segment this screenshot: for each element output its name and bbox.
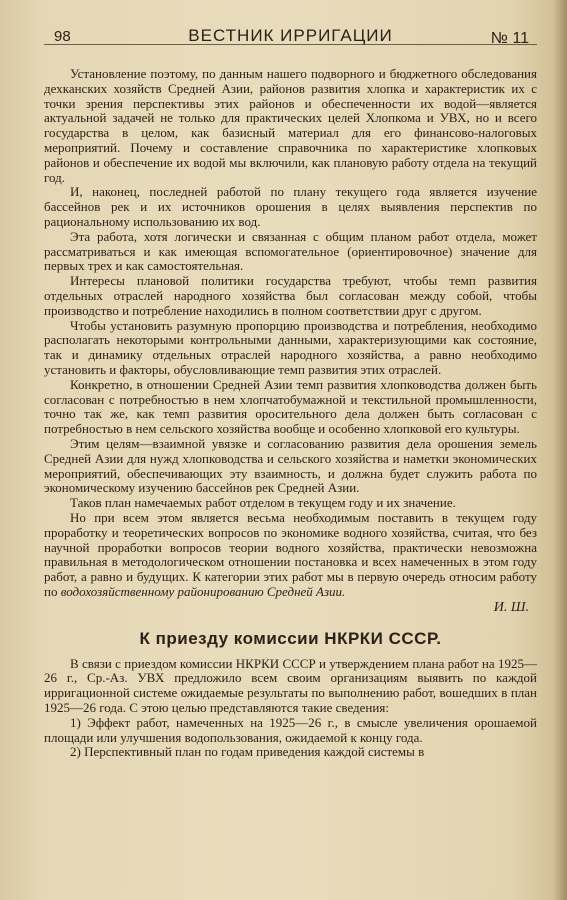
paragraph-last: [44, 511, 537, 600]
list-item: 2) Перспективный план по годам приведения каждой системы в: [70, 744, 425, 760]
paragraph: Чтобы установить разумную пропорцию производства и потребления, необходимо располагать некоторыми контрольными данными, характеризующими как состояние, так и динамику отдельных отраслей народного хозяйства, а равно необходимо установить и факторы, обусловливающие темп развития этих отраслей.: [44, 317, 537, 377]
paragraph: Конкретно, в отношении Средней Азии темп развития хлопководства должен быть согласован с потребностью в нем хлопчатобумажной и текстильной промышленности, точно так же, как темп развития оросительного дела должен быть согласован с потребностью в нем сельского хозяйства вообще и особенно хлопковой его культуры.: [44, 376, 537, 437]
paragraph: И, наконец, последней работой по плану текущего года является изучение бассейнов рек и их источников орошения в целях выявления перспектив по рациональному использованию их вод.: [44, 184, 537, 229]
paragraph: Этим целям—взаимной увязке и согласованию развития дела орошения земель Средней Азии для нужд хлопководства и сельского хозяйства и наметки экономических мероприятий, обеспечивающих эту взаимность, и должна будет служить работа по экономическому изучению бассейнов рек Средней Азии.: [44, 435, 537, 496]
article-body: [44, 67, 537, 760]
page-number: 98: [54, 28, 71, 45]
author-signature: И. Ш.: [493, 599, 529, 615]
section-title: К приезду комиссии НКРКИ СССР.: [139, 628, 442, 648]
paragraph: Таков план намечаемых работ отделом в текущем году и их значение.: [70, 495, 456, 511]
paragraph: Установление поэтому, по данным нашего подворного и бюджетного обследования дехканских хозяйств Средней Азии, районов развития хлопка и характеристик их с точки зрения перспективы этих районов и обеспеченности их водой—является актуальной задачей не только для практических целей Хлопкома и УВХ, но и всего государства в целом, как базисный материал для его финансово-налоговых мероприятий. Почему и составление справочника по характеристике хлопковых районов и обеспечение их водой мы включили, как плановую работу отдела на текущий год.: [44, 66, 537, 185]
paragraph: Эта работа, хотя логически и связанная с общим планом работ отдела, может рассматриваться и как имеющая вспомогательное (ориентировочное) значение для первых трех и как самостоятельная.: [44, 228, 537, 274]
journal-title: ВЕСТНИК ИРРИГАЦИИ: [188, 26, 393, 45]
paragraph-text: Но при всем этом является весьма необходимым поставить в текущем году проработку и теоретических вопросов по экономике водного хозяйства, считая, что без научной проработки вопросов теории водного хозяйства, практически невозможна правильная в методологическом отношении постановка и всех намеченных в этом году работ, а равно и будущих. К категории этих работ мы в первую очередь относим работу по: [44, 509, 537, 599]
paragraph: В связи с приездом комиссии НКРКИ СССР и утверждением плана работ на 1925—26 г., Ср.-Аз. УВХ предложило всем своим организациям выявить по каждой ирригационной системе ожидаемые результаты по выполнению работ, вошедших в план 1925—26 года. С этою целью представляются такие сведения:: [44, 655, 537, 716]
running-header: [44, 0, 537, 45]
issue-number: № 11: [490, 30, 529, 47]
list-item: 1) Эффект работ, намеченных на 1925—26 г., в смысле увеличения орошаемой площади или улучшения водопользования, ожидаемой к концу года.: [44, 714, 537, 745]
emphasis-text: водохозяйственному районированию Средней Азии.: [60, 583, 346, 599]
page-edge-shadow: [553, 0, 567, 900]
paragraph: Интересы плановой политики государства требуют, чтобы темп развития отдельных отраслей народного хозяйства был согласован между собой, чтобы производство и потребление находились в полном соответствии друг с другом.: [44, 273, 537, 318]
